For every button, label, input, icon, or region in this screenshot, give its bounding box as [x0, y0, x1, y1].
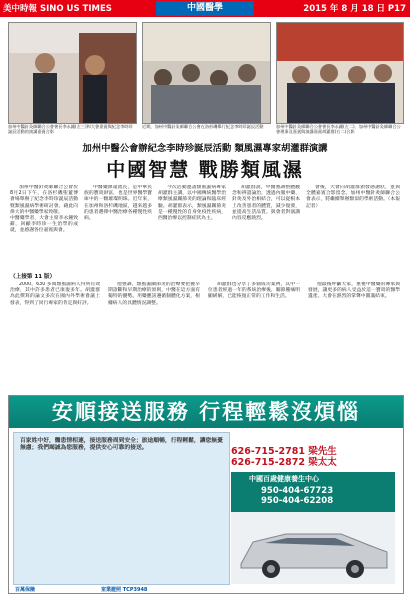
photo-3-image [277, 23, 403, 123]
caption-3: 加州中醫針灸師聯合公會會長李永鍾(左二)、加州中醫針灸師聯合公會理事及嘉賓與演講嘉賓胡灌群(右二)合影 [276, 124, 401, 135]
article-column-8: 胡灌群也分享了多個成功案例，其中一位患者經過一年的系統治療後，關節腫痛明顯緩解，已能恢復正常的工作和生活。 [208, 282, 300, 300]
newspaper-brand: 美中時報 SINO US TIMES [3, 4, 112, 14]
article-column-7: 他強調，類風濕關節炎的治療要把握早期診斷和早期治療的原則，中醫在這方面有獨特的優勢。用藥應該遵循個體化方案，根據病人的具體情況調整。 [108, 282, 200, 306]
continued-label: （上接第 11 版） [10, 274, 56, 280]
photo-3 [276, 22, 404, 124]
photo-2-image [143, 23, 270, 123]
article-column-9: 他最後呼籲大家，重視中醫藥的傳承與發展，讓更多的病人受益於這一寶貴的醫學遺產。大會在熱烈的掌聲中圓滿結束。 [308, 282, 400, 300]
car-image [231, 512, 395, 584]
ad-title: 安順接送服務 行程輕鬆沒煩惱 [9, 396, 403, 428]
article-column-1: 加州中醫針灸師聯合公會於8月2日下午，在洛杉磯聖蓋博會場舉辦了紀念李時珍誕辰活動暨類風濕病學術研討會。藉此向偉大的中醫藥學家致敬。 中醫藥學者、大會主席李永鍾致辭，回顧李時珍一生治學的成就，並感謝各位嘉賓與會。 [10, 185, 78, 234]
ad-poem-panel [13, 432, 230, 585]
advertisement [8, 395, 404, 594]
article-column-3: 今次活動邀請類風濕病專家胡灌群主講，以中國傳統醫學治療類風濕關節炎的理論和臨床經驗。胡灌群表示，類風濕關節炎是一種慢性的自身免疫性疾病，西醫治療以控制症狀為主。 [158, 185, 226, 222]
ad-center-phones [261, 486, 333, 506]
ad-poem: 百家姓中好，醫患情相連，接送服務周到安全；旅途順暢，行程輕鬆，讓您無憂無慮；我們竭誠為您服務，提供安心可靠的接送。 [20, 438, 223, 452]
ad-center-box [231, 472, 395, 512]
section-label: 中國醫學 [156, 1, 254, 16]
article-column-5: 會後，大會向胡灌群頒發感謝狀，並與全體嘉賓合影留念。加州中醫針灸師聯合公會表示，將繼續舉辦類似的學術活動。（本報記者） [306, 185, 400, 209]
date-page: 2015 年 8 月 18 日 P17 [303, 4, 406, 14]
article-title: 中國智慧 戰勝類風濕 [106, 159, 304, 181]
caption-1: 加州中醫針灸師聯合公會會長李永鍾(左三)和大會嘉賓與紀念李時珍誕辰活動的演講嘉賓合影 [8, 124, 133, 135]
article-column-2: 中醫藥源遠流長，是中華民族的寶貴財富，也是世界醫學寶庫中的一顆璀璨明珠。近年來，在加州和洛杉磯地區，越來越多的患者選擇中醫治療各種慢性疾病。 [84, 185, 152, 222]
ad-phone-1[interactable]: 626-715-2781 梁先生 [231, 446, 337, 457]
caption-2: 近期，加州中醫針灸師聯合公會在洛杉磯舉行紀念李時珍誕辰活動 [142, 124, 264, 129]
ad-body [9, 428, 403, 593]
ad-footer-license: 室業證照 TCP3948 [101, 587, 148, 593]
ad-center-name: 中國百歲健康養生中心 [249, 475, 319, 483]
article-column-6: 2000，630 多萬類風濕病人得到有效治療，其中許多患者已康復多年。胡灌群為此撰寫的論文多次在國內外學術會議上發表，得到了同行專家的肯定與好評。 [10, 282, 100, 306]
ad-phone-list [231, 446, 337, 468]
photo-1-image [9, 23, 136, 123]
article-headline: 加州中醫公會辦紀念李時珍誕辰活動 類風濕專家胡灌群演講 [82, 143, 328, 154]
ad-phone-2[interactable]: 626-715-2872 梁太太 [231, 457, 337, 468]
ad-footer-insurance: 百萬保險 [15, 587, 36, 593]
article-column-4: 胡灌群說，中醫強調整體觀念和辨證論治，透過內服中藥、針灸及外治相結合，可以從根本上改善患者的體質，減少復發，並提高生活品質。與會者對演講內容反應熱烈。 [232, 185, 300, 222]
photo-2 [142, 22, 271, 124]
ad-center-phone-1[interactable]: 950-404-67723 [261, 486, 334, 496]
ad-center-phone-2[interactable]: 950-404-62208 [261, 496, 334, 506]
photo-1 [8, 22, 137, 124]
